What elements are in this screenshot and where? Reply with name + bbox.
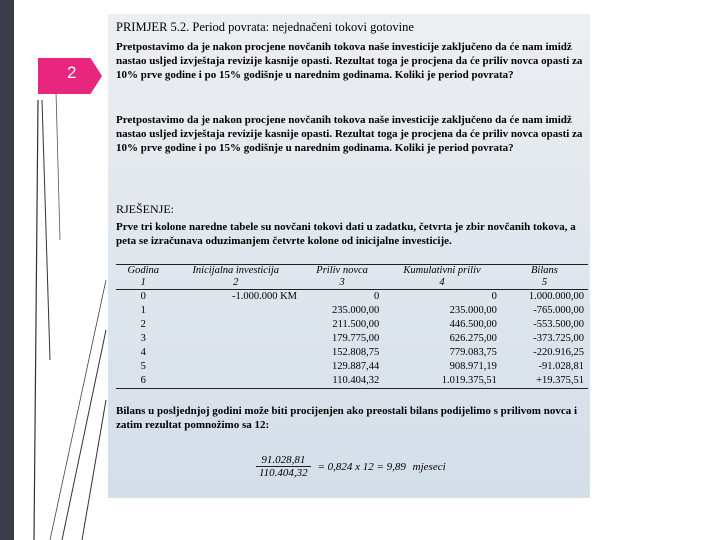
solution-heading: RJEŠENJE: — [116, 202, 175, 216]
table-cell: 211.500,00 — [332, 319, 380, 330]
table-cell — [170, 304, 301, 318]
column-header: Kumulativni priliv — [383, 265, 501, 278]
table-cell — [170, 332, 301, 346]
table-cell: 110.404,32 — [301, 374, 383, 389]
problem-paragraph-2: Pretpostavimo da je nakon procjene novčanih tokova naše investicije zaključeno da će nam imidž nastao usljed izvještaja revizije kasnije opasti. Rezultat toga je procjena da će priliv novca opasti za 10% prve godine i po 15% godišnje u narednim godinama. Koliki je period povrata? — [116, 114, 583, 154]
column-number: 1 — [116, 277, 170, 290]
column-number: 5 — [501, 277, 588, 290]
formula — [256, 454, 446, 479]
table-cell — [170, 318, 301, 332]
table-row — [116, 332, 588, 346]
table-cell: -91.028,81 — [538, 361, 584, 372]
table-cell: +19.375,51 — [501, 374, 588, 389]
table-cell: -373.725,00 — [533, 333, 584, 344]
table-cell: 2 — [140, 319, 146, 330]
table-cell: -220.916,25 — [533, 347, 584, 358]
formula-result: = 0,824 x 12 = 9,89 — [317, 460, 406, 473]
table-cell: -553.500,00 — [533, 319, 584, 330]
table-cell: 3 — [140, 333, 146, 344]
table-cell: 0 — [140, 291, 146, 302]
table-cell: 0 — [491, 291, 497, 302]
table-cell: 908.971,19 — [449, 361, 497, 372]
table-cell: 1.019.375,51 — [383, 374, 501, 389]
table-cell: -765.000,00 — [533, 305, 584, 316]
formula-fraction — [256, 454, 311, 479]
table-header-row — [116, 265, 588, 278]
column-header: Priliv novca — [301, 265, 383, 278]
column-number: 3 — [301, 277, 383, 290]
table-cell: 0 — [373, 291, 380, 302]
table-cell: 1.000.000,00 — [528, 291, 584, 302]
table-column-number-row — [116, 277, 588, 290]
table-cell: 179.775,00 — [331, 333, 380, 344]
table-cell: 779.083,75 — [449, 347, 497, 358]
table-cell — [170, 346, 301, 360]
table-cell: 4 — [140, 347, 146, 358]
column-number: 4 — [383, 277, 501, 290]
table-cell: 446.500,00 — [449, 319, 497, 330]
solution-paragraph: Prve tri kolone naredne tabele su novčani tokovi dati u zadatku, četvrta je zbir novčanih tokova, a peta se izračunava oduzimanjem četvrte kolone od inicijalne investicije. — [116, 221, 576, 247]
table-cell: 152.808,75 — [331, 347, 380, 358]
formula-numerator: 91.028,81 — [256, 454, 311, 467]
table-row — [116, 360, 588, 374]
table-cell — [170, 360, 301, 374]
formula-unit: mjeseci — [412, 460, 446, 473]
column-header: Bilans — [501, 265, 588, 278]
table-cell: 6 — [116, 374, 170, 389]
table-row — [116, 290, 588, 305]
example-title: PRIMJER 5.2. Period povrata: nejednačeni tokovi gotovine — [116, 20, 414, 34]
table-cell: 235.000,00 — [331, 305, 380, 316]
table-cell: 235.000,00 — [449, 305, 497, 316]
table-cell — [170, 374, 301, 389]
table-row — [116, 374, 588, 389]
column-number: 2 — [170, 277, 301, 290]
table-row — [116, 304, 588, 318]
page-number: 2 — [67, 63, 77, 82]
problem-paragraph-1: Pretpostavimo da je nakon procjene novčanih tokova naše investicije zaključeno da će nam imidž nastao usljed izvještaja revizije kasnije opasti. Rezultat toga je procjena da će priliv novca opasti za 10% prve godine i po 15% godišnje u narednim godinama. Koliki je period povrata? — [116, 41, 583, 81]
formula-denominator: 110.404,32 — [259, 467, 308, 479]
document-scan — [108, 14, 590, 498]
cash-flow-table — [116, 264, 588, 389]
table-row — [116, 346, 588, 360]
table-row — [116, 318, 588, 332]
table-cell: 626.275,00 — [449, 333, 497, 344]
table-cell: 5 — [140, 361, 146, 372]
column-header: Godina — [116, 265, 170, 278]
table-cell: -1.000.000 KM — [231, 291, 297, 302]
table-cell: 129.887,44 — [331, 361, 380, 372]
table-cell: 1 — [140, 305, 146, 316]
column-header: Inicijalna investicija — [170, 265, 301, 278]
closing-paragraph: Bilans u posljednjoj godini može biti procijenjen ako preostali bilans podijelimo s prilivom novca i zatim rezultat pomnožimo sa 12: — [116, 405, 578, 431]
